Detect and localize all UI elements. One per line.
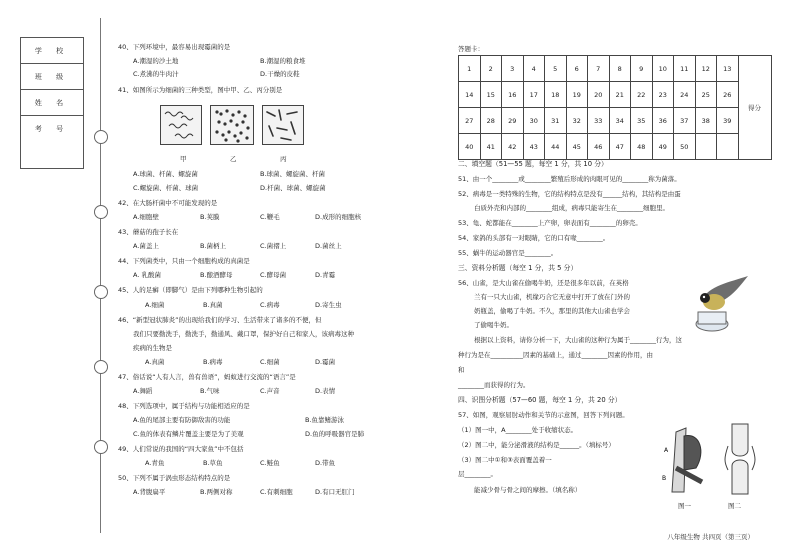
knee-joint-diagram (720, 422, 760, 496)
option-a: A. 乳酸菌 (133, 271, 161, 279)
student-info-box (20, 37, 84, 169)
school-label: 学 校 (34, 47, 70, 55)
answer-cell: 36 (652, 108, 674, 134)
option-a: A.细菌 (145, 301, 165, 309)
question-47: 47、俗话说“人有人言，兽有兽语”，蚂蚁进行交流的“语言”是 (118, 373, 296, 381)
option-d: D.有口无肛门 (315, 488, 355, 496)
name-row (21, 90, 83, 116)
option-d: D.霉菌 (315, 358, 336, 366)
option-b: B.病毒 (203, 358, 223, 366)
question-56-prompt-cont: 种行为是在__________因素的基础上，通过________因素的作用，由 (458, 351, 653, 359)
option-b: B.草鱼 (203, 459, 223, 467)
answer-cell (695, 134, 717, 160)
option-a: A.潮湿的沙土地 (133, 57, 179, 65)
option-c: C.鲢鱼 (260, 459, 280, 467)
label-a: A (664, 447, 669, 454)
option-a: A.细胞壁 (133, 213, 159, 221)
question-42: 42、在大肠杆菌中不可能发现的是 (118, 199, 218, 207)
answer-cell: 27 (459, 108, 481, 134)
figure-label-bing: 丙 (280, 155, 287, 163)
question-41: 41、如图所示为细菌的三种类型，图中甲、乙、丙分别是 (118, 86, 283, 94)
question-57: 57、如图，观察屈肘动作和关节的示意图，回答下列问题。 (458, 411, 629, 419)
option-c: C.鱼的体表有鳞片覆盖主要是为了美观 (133, 430, 244, 438)
option-d: D.表情 (315, 387, 336, 395)
binding-hole (94, 285, 108, 299)
option-a: A.背腹扁平 (133, 488, 166, 496)
option-b: B.两侧对称 (200, 488, 233, 496)
option-d: D.成形的细胞核 (315, 213, 362, 221)
answer-cell: 31 (545, 108, 567, 134)
answer-cell: 50 (674, 134, 696, 160)
question-56: 56、山雀，是大山雀在偷喝牛奶，还是很多年以前，在英格 (458, 279, 629, 287)
school-row (21, 38, 83, 64)
exam-no-label: 考 号 (34, 125, 70, 133)
figure-label-jia: 甲 (180, 155, 187, 163)
answer-cell: 17 (523, 82, 545, 108)
answer-cell: 21 (609, 82, 631, 108)
answer-cell: 48 (631, 134, 653, 160)
question-46-cont: 疾病的生物是 (133, 344, 172, 352)
question-52: 52、病毒是一类特殊的生物，它的结构特点是没有______结构，其结构是由蛋 (458, 190, 681, 198)
answer-cell: 32 (566, 108, 588, 134)
option-a: A.球菌、杆菌、螺旋菌 (133, 170, 198, 178)
question-57-2: （2）图二中，能分泌滑液的结构是______。（填标号） (458, 441, 615, 449)
option-b: B.潮湿的粮食堆 (260, 57, 306, 65)
answer-cell: 28 (480, 108, 502, 134)
answer-cell: 38 (695, 108, 717, 134)
answer-cell: 18 (545, 82, 567, 108)
figure-2-label: 图二 (728, 502, 741, 510)
answer-cell: 3 (502, 56, 524, 82)
answer-sheet-table (458, 55, 772, 160)
answer-cell: 2 (480, 56, 502, 82)
option-d: D.杆菌、球菌、螺旋菌 (260, 184, 326, 192)
answer-cell: 4 (523, 56, 545, 82)
binding-hole (94, 360, 108, 374)
question-56-cont: 了偷喝牛奶。 (474, 321, 513, 329)
page-footer: 八年级生物 共四页（第三页） (667, 533, 754, 541)
answer-cell: 42 (502, 134, 524, 160)
question-46: 46、“新型冠状肺炎”的出现给我们的学习、生活带来了诸多的不便，但 (118, 316, 322, 324)
question-54: 54、家鸽的头部有一对眼睛，它的口有喙________。 (458, 234, 610, 242)
option-c: C.酵母菌 (260, 271, 287, 279)
answer-cell: 37 (674, 108, 696, 134)
section-fill-blank-heading: 二、填空题（51—55 题，每空 1 分，共 10 分） (458, 160, 608, 168)
binding-line (100, 18, 101, 533)
figure-label-yi: 乙 (230, 155, 237, 163)
option-c: C.有刺细胞 (260, 488, 293, 496)
question-50: 50、下列不属于涡虫形态结构特点的是 (118, 474, 231, 482)
question-44: 44、下列菌类中，只由一个细胞构成的真菌是 (118, 257, 250, 265)
option-b: B.气味 (200, 387, 220, 395)
option-d: D.寄生虫 (315, 301, 342, 309)
answer-cell: 46 (588, 134, 610, 160)
answer-cell: 34 (609, 108, 631, 134)
answer-cell: 5 (545, 56, 567, 82)
answer-cell: 35 (631, 108, 653, 134)
answer-cell: 29 (502, 108, 524, 134)
option-b: B.菌柄上 (200, 242, 227, 250)
answer-cell: 33 (588, 108, 610, 134)
bird-bottle-image (690, 272, 752, 334)
option-b: B.荚膜 (200, 213, 220, 221)
answer-cell: 41 (480, 134, 502, 160)
score-cell: 得分 (738, 56, 771, 160)
bacteria-coccus-image (210, 105, 254, 145)
question-57-3-end: 能减少骨与骨之间的摩擦。（填名称） (474, 486, 582, 494)
answer-cell: 9 (631, 56, 653, 82)
section-diagram-heading: 四、识图分析题（57—60 题，每空 1 分，共 20 分） (458, 396, 622, 404)
option-d: D.带鱼 (315, 459, 336, 467)
option-c: C.菌褶上 (260, 242, 287, 250)
answer-cell: 24 (674, 82, 696, 108)
question-51: 51、由一个________或________繁殖后形成的肉眼可见的________称为菌落。 (458, 175, 681, 183)
elbow-flexion-diagram (660, 422, 710, 496)
answer-cell: 40 (459, 134, 481, 160)
question-56-cont: 兰有一只大山雀，机缘巧合它无意中打开了放在门外的 (474, 293, 630, 301)
answer-cell: 8 (609, 56, 631, 82)
binding-hole (94, 205, 108, 219)
question-48: 48、下列选项中，属于结构与功能相适应的是 (118, 402, 250, 410)
answer-cell: 1 (459, 56, 481, 82)
option-c: C.细菌 (260, 358, 280, 366)
option-a: A.菌盖上 (133, 242, 159, 250)
answer-cell: 13 (717, 56, 739, 82)
option-a: A.舞蹈 (133, 387, 153, 395)
answer-cell: 12 (695, 56, 717, 82)
question-53: 53、龟、蛇都能在________上产卵，卵表面有________的卵壳。 (458, 219, 642, 227)
answer-cell: 19 (566, 82, 588, 108)
question-46-cont: 我们只要勤洗手，勤洗手，勤通风、戴口罩，保护好自己和家人，该病毒这种 (133, 330, 354, 338)
answer-cell: 11 (674, 56, 696, 82)
answer-cell: 30 (523, 108, 545, 134)
question-45: 45、人的足癣（即脚气）是由下列哪种生物引起的 (118, 286, 263, 294)
question-56-prompt-cont: 和 (458, 366, 465, 374)
answer-cell: 44 (545, 134, 567, 160)
option-d: D.青霉 (315, 271, 336, 279)
question-49: 49、人们常说的我国的“四大家鱼”中不包括 (118, 445, 244, 453)
answer-cell: 7 (588, 56, 610, 82)
answer-cell: 39 (717, 108, 739, 134)
option-a: A.鱼的尾部主要有防御敌害的功能 (133, 416, 231, 424)
option-d: D.菌丝上 (315, 242, 342, 250)
binding-hole (94, 440, 108, 454)
class-row (21, 64, 83, 90)
answer-cell: 25 (695, 82, 717, 108)
question-43: 43、蘑菇的孢子长在 (118, 228, 179, 236)
question-40: 40、下列环境中，最容易出现霉菌的是 (118, 43, 231, 51)
answer-cell: 22 (631, 82, 653, 108)
answer-cell: 49 (652, 134, 674, 160)
answer-cell: 23 (652, 82, 674, 108)
option-a: A.真菌 (145, 358, 165, 366)
option-b: B.球菌、螺旋菌、杆菌 (260, 170, 326, 178)
answer-cell: 47 (609, 134, 631, 160)
answer-cell: 15 (480, 82, 502, 108)
answer-cell: 20 (588, 82, 610, 108)
option-c: C.声音 (260, 387, 280, 395)
question-56-prompt-end: ________而获得的行为。 (458, 381, 530, 389)
exam-no-row (21, 116, 83, 141)
option-d: D.鱼的呼吸器官是肺 (305, 430, 365, 438)
option-c: C.鞭毛 (260, 213, 280, 221)
question-57-3: （3）图二中①和③表面覆盖着一 (458, 456, 552, 464)
answer-cell: 45 (566, 134, 588, 160)
figure-1-label: 图一 (678, 502, 691, 510)
section-material-heading: 三、资料分析题（每空 1 分，共 5 分） (458, 264, 578, 272)
option-c: C.煮沸的牛肉汁 (133, 70, 179, 78)
answer-cell: 10 (652, 56, 674, 82)
name-label: 姓 名 (34, 99, 70, 107)
answer-cell (717, 134, 739, 160)
question-57-1: （1）图一中，A________处于收缩状态。 (458, 426, 578, 434)
answer-cell: 16 (502, 82, 524, 108)
binding-hole (94, 130, 108, 144)
bacteria-spiral-image (160, 105, 202, 145)
bacteria-bacillus-image (262, 105, 304, 145)
option-a: A.青鱼 (145, 459, 165, 467)
option-b: B.酿酒酵母 (200, 271, 233, 279)
question-55: 55、蜗牛的运动器官是________。 (458, 249, 558, 257)
option-c: C.病毒 (260, 301, 280, 309)
option-b: B.鱼靠鳍游泳 (305, 416, 345, 424)
question-56-cont: 奶瓶盖，偷喝了牛奶。不久，那里的其他大山雀也学会 (474, 307, 630, 315)
option-c: C.螺旋菌、杆菌、球菌 (133, 184, 199, 192)
answer-cell: 14 (459, 82, 481, 108)
answer-cell: 6 (566, 56, 588, 82)
question-57-3-cont: 层________。 (458, 470, 497, 478)
question-56-prompt: 根据以上资料，请你分析一下，大山雀的这种行为属于________行为，这 (474, 336, 682, 344)
answer-cell: 43 (523, 134, 545, 160)
class-label: 班 级 (34, 73, 70, 81)
label-b: B (662, 475, 667, 482)
answer-cell: 26 (717, 82, 739, 108)
question-52-cont: 白质外壳和内部的________组成，病毒只能寄生在________细胞里。 (474, 204, 669, 212)
option-d: D.干燥的皮鞋 (260, 70, 300, 78)
answer-sheet-title: 答题卡： (458, 45, 484, 53)
option-b: B.真菌 (203, 301, 223, 309)
